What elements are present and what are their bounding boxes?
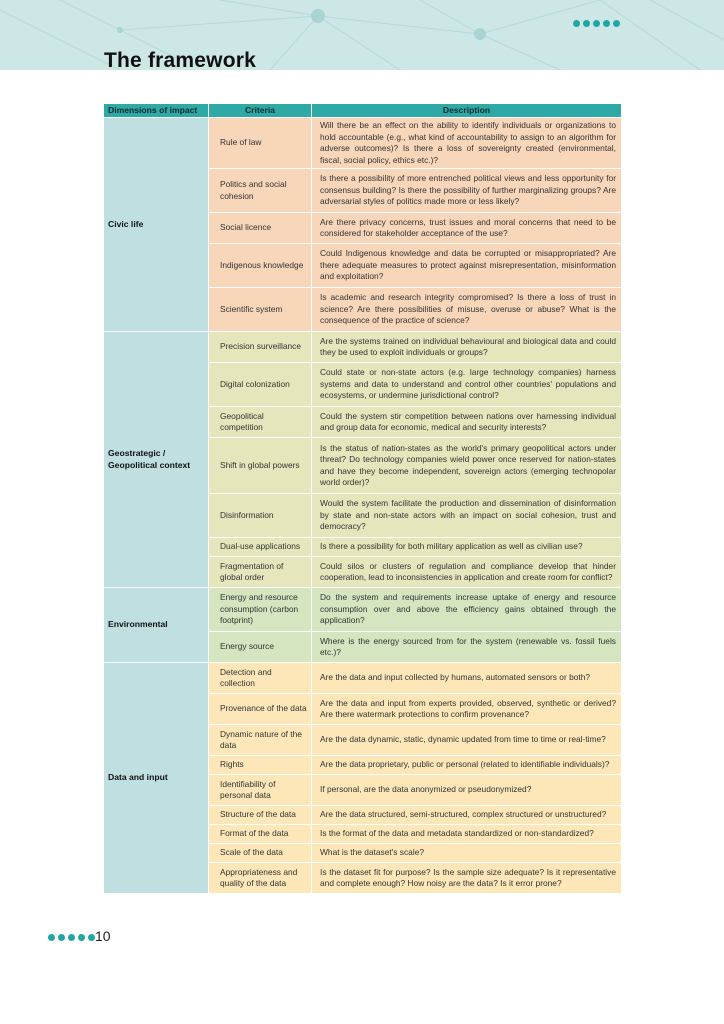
description-cell: Could silos or clusters of regulation and compliance develop that hinder cooperation, lead to inconsistencies in application and create room for conflict? xyxy=(312,557,622,588)
description-cell: Is the dataset fit for purpose? Is the sample size adequate? Is it representative and complete enough? How noisy are the data? Is it error prone? xyxy=(312,863,622,894)
description-cell: Is the status of nation-states as the world's primary geopolitical actors under threat? Do technology companies wield power once reserved for nation-states and have they become independent, sovereign actors (emerging technopolar world order)? xyxy=(312,438,622,494)
criteria-cell: Indigenous knowledge xyxy=(209,244,312,288)
framework-table xyxy=(103,103,622,894)
page-title: The framework xyxy=(104,49,256,72)
description-cell: Are the data structured, semi-structured, complex structured or unstructured? xyxy=(312,806,622,825)
criteria-cell: Energy source xyxy=(209,632,312,663)
criteria-cell: Dual-use applications xyxy=(209,538,312,557)
description-cell: Could the system stir competition between nations over harnessing individual and group data for economic, medical and security interests? xyxy=(312,407,622,438)
criteria-cell: Structure of the data xyxy=(209,806,312,825)
dimension-civic-life: Civic life xyxy=(104,118,209,332)
criteria-cell: Shift in global powers xyxy=(209,438,312,494)
criteria-cell: Energy and resource consumption (carbon footprint) xyxy=(209,588,312,632)
description-cell: Is there a possibility of more entrenched political views and less opportunity for consensus building? Is there the possibility of further marginalizing groups? Are adversarial styles of politics made more or less likely? xyxy=(312,169,622,213)
criteria-cell: Rule of law xyxy=(209,118,312,169)
table-row xyxy=(104,332,622,363)
criteria-cell: Precision surveillance xyxy=(209,332,312,363)
description-cell: Is there a possibility for both military application as well as civilian use? xyxy=(312,538,622,557)
criteria-cell: Geopolitical competition xyxy=(209,407,312,438)
table-header-row xyxy=(104,104,622,118)
dimension-data-input: Data and input xyxy=(104,663,209,894)
description-cell: Will there be an effect on the ability to identify individuals or organizations to hold accountable (e.g., what kind of accountability to assign to an algorithm for adverse outcomes)? Is there a loss of sovereignty created (environmental, fiscal, social policy, ethics etc.)? xyxy=(312,118,622,169)
description-cell: Is the format of the data and metadata standardized or non-standardized? xyxy=(312,825,622,844)
description-cell: Would the system facilitate the production and dissemination of disinformation by state and non-state actors with an impact on social cohesion, trust and democracy? xyxy=(312,494,622,538)
criteria-cell: Rights xyxy=(209,756,312,775)
criteria-cell: Provenance of the data xyxy=(209,694,312,725)
header-description: Description xyxy=(312,104,622,118)
criteria-cell: Scale of the data xyxy=(209,844,312,863)
criteria-cell: Detection and collection xyxy=(209,663,312,694)
decorative-dots xyxy=(573,20,620,27)
table-row xyxy=(104,588,622,632)
description-cell: Are the data and input collected by humans, automated sensors or both? xyxy=(312,663,622,694)
table-row xyxy=(104,118,622,169)
description-cell: Are the data proprietary, public or personal (related to identifiable individuals)? xyxy=(312,756,622,775)
dimension-environmental: Environmental xyxy=(104,588,209,663)
dimension-geostrategic: Geostrategic / Geopolitical context xyxy=(104,332,209,588)
description-cell: Could state or non-state actors (e.g. large technology companies) harness systems and data to understand and control other countries' populations and ecosystems, or undermine jurisdictional control? xyxy=(312,363,622,407)
description-cell: Could Indigenous knowledge and data be corrupted or misappropriated? Are there adequate measures to protect against misrepresentation, misinformation and exploitation? xyxy=(312,244,622,288)
description-cell: Are the data dynamic, static, dynamic updated from time to time or real-time? xyxy=(312,725,622,756)
criteria-cell: Identifiability of personal data xyxy=(209,775,312,806)
criteria-cell: Appropriateness and quality of the data xyxy=(209,863,312,894)
criteria-cell: Politics and social cohesion xyxy=(209,169,312,213)
description-cell: Are the systems trained on individual behavioural and biological data and could they be used to exploit individuals or groups? xyxy=(312,332,622,363)
criteria-cell: Dynamic nature of the data xyxy=(209,725,312,756)
criteria-cell: Format of the data xyxy=(209,825,312,844)
description-cell: Is academic and research integrity compromised? Is there a loss of trust in science? Are there possibilities of misuse, overuse or abuse? What is the consequence of the practice of science? xyxy=(312,288,622,332)
criteria-cell: Digital colonization xyxy=(209,363,312,407)
criteria-cell: Disinformation xyxy=(209,494,312,538)
table-row xyxy=(104,663,622,694)
description-cell: Do the system and requirements increase uptake of energy and resource consumption over and above the efficiency gains obtained through the application? xyxy=(312,588,622,632)
description-cell: If personal, are the data anonymized or pseudonymized? xyxy=(312,775,622,806)
criteria-cell: Social licence xyxy=(209,213,312,244)
page-number: 10 xyxy=(95,928,111,944)
header-criteria: Criteria xyxy=(209,104,312,118)
header-dimensions: Dimensions of impact xyxy=(104,104,209,118)
description-cell: Are there privacy concerns, trust issues and moral concerns that need to be considered for stakeholder acceptance of the use? xyxy=(312,213,622,244)
criteria-cell: Fragmentation of global order xyxy=(209,557,312,588)
description-cell: What is the dataset's scale? xyxy=(312,844,622,863)
description-cell: Are the data and input from experts provided, observed, synthetic or derived? Are there watermark protections to confirm provenance? xyxy=(312,694,622,725)
footer-dots xyxy=(48,934,95,941)
criteria-cell: Scientific system xyxy=(209,288,312,332)
description-cell: Where is the energy sourced from for the system (renewable vs. fossil fuels etc.)? xyxy=(312,632,622,663)
